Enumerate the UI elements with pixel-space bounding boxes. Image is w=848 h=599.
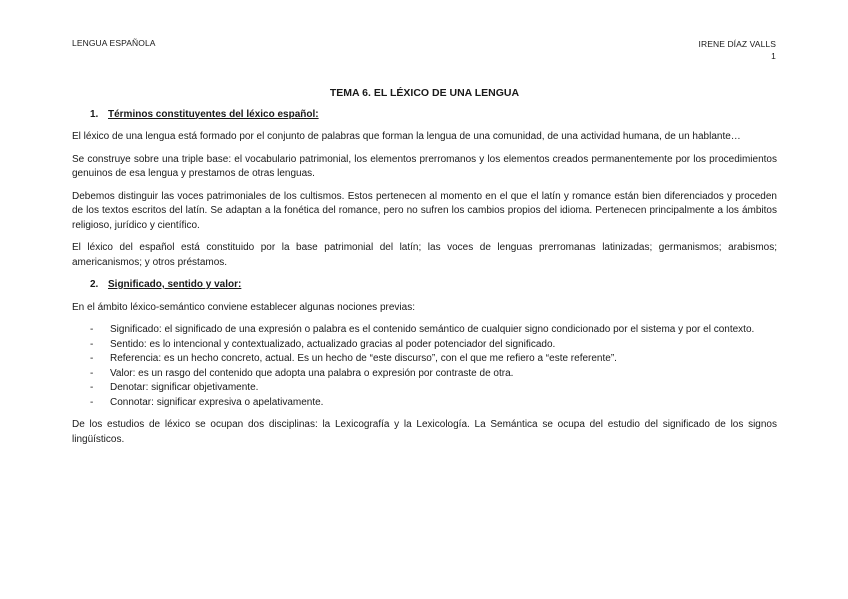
section-heading-text: Términos constituyentes del léxico español: [108, 108, 319, 120]
paragraph: Se construye sobre una triple base: el vocabulario patrimonial, los elementos prerromanos y los elementos creados permanentemente por los procedimientos genuinos de esa lengua y prestamos de otras lenguas. [72, 153, 777, 179]
dash-bullet: - [90, 382, 94, 393]
list-item: - Sentido: es lo intencional y contextualizado, actualizado gracias al poder potenciador del significado. [72, 338, 777, 353]
header-author: IRENE DÍAZ VALLS [698, 39, 776, 49]
paragraph: El léxico del español está constituido por la base patrimonial del latín; las voces de lenguas prerromanas latinizadas; germanismos; arabismos; americanismos; y otros préstamos. [72, 242, 777, 268]
paragraph: El léxico de una lengua está formado por el conjunto de palabras que forman la lengua de una comunidad, de una actividad humana, de un hablante… [72, 131, 741, 142]
section-number: 1. [90, 108, 99, 120]
list-item: - Connotar: significar expresiva o apelativamente. [72, 396, 777, 411]
section-number: 2. [90, 279, 99, 290]
document-body [72, 86, 777, 455]
list-item: - Referencia: es un hecho concreto, actual. Es un hecho de “este discurso”, con el que me refiero a “este referente”. [72, 352, 777, 367]
paragraph-intro: En el ámbito léxico-semántico conviene establecer algunas nociones previas: [72, 301, 415, 313]
dash-bullet: - [90, 324, 94, 335]
section-heading-2 [90, 278, 777, 293]
page-title: TEMA 6. EL LÉXICO DE UNA LENGUA [329, 87, 520, 99]
header-right-block [699, 38, 777, 62]
dash-bullet: - [90, 367, 94, 379]
list-item: - Valor: es un rasgo del contenido que adopta una palabra o expresión por contraste de otra. [72, 367, 777, 382]
paragraph: Debemos distinguir las voces patrimoniales de los cultismos. Estos pertenecen al momento en el que el latín y romance están bien diferenciados y proceden de los textos escritos del latín. Se adaptan a la fonética del romance, pero no sufren los cambios propios del idioma. Pertenecen principalmente a los ámbitos religioso, jurídico y científico. [72, 190, 777, 231]
paragraph-closing: De los estudios de léxico se ocupan dos disciplinas: la Lexicografía y la Lexicología. La Semántica se ocupa del estudio del significado de los signos lingüísticos. [72, 419, 777, 445]
dash-bullet: - [90, 353, 94, 364]
dash-bullet: - [90, 396, 94, 408]
dash-bullet: - [90, 338, 94, 350]
section-heading-1 [90, 108, 777, 123]
list-item: - Denotar: significar objetivamente. [72, 381, 777, 396]
page-number: 1 [771, 51, 776, 61]
definition-list [72, 323, 777, 410]
list-item: - Significado: el significado de una expresión o palabra es el contenido semántico de cualquier signo condicionado por el sistema y por el contexto. [72, 323, 777, 338]
section-heading-text: Significado, sentido y valor: [108, 279, 242, 290]
header-left: LENGUA ESPAÑOLA [72, 38, 156, 48]
